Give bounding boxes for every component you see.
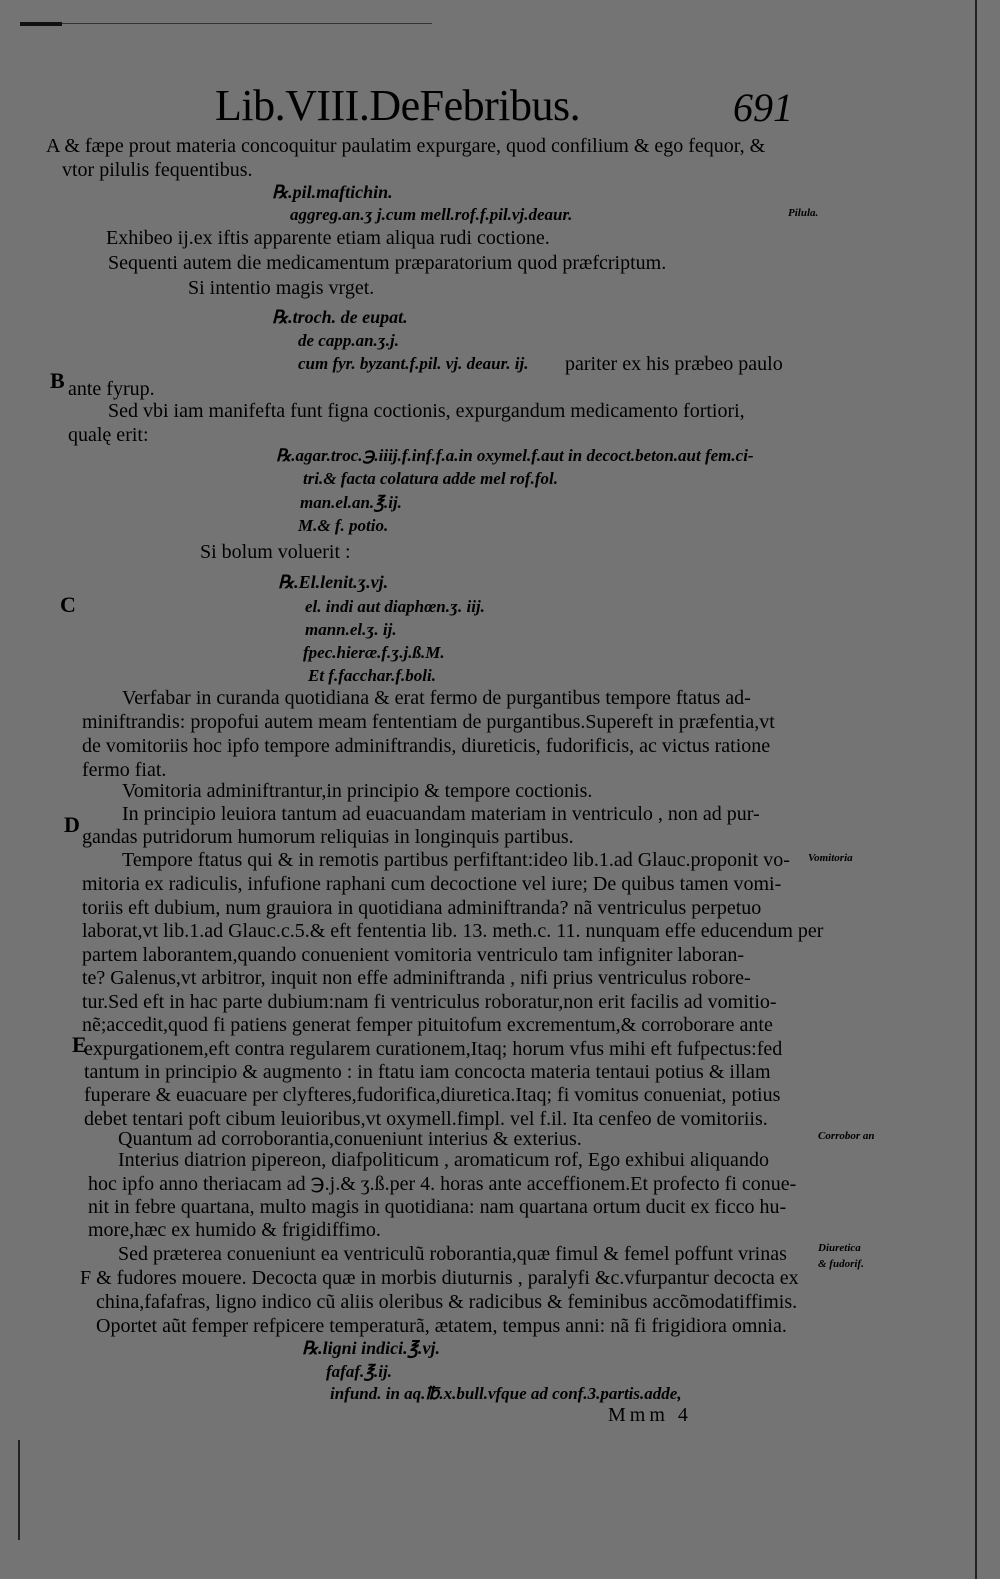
- text-line: In principio leuiora tantum ad euacuandam materiam in ventriculo , non ad pur-: [122, 803, 760, 825]
- section-marker: D: [64, 812, 80, 837]
- text-line: china,fafafras, ligno indico cũ aliis oleribus & radicibus & feminibus accõmodatiffimis.: [96, 1291, 798, 1313]
- recipe-line: Et f.facchar.f.boli.: [308, 666, 436, 685]
- text-line: debet tentari poft cibum leuioribus,vt oxymell.fimpl. vel f.il. Ita cenfeo de vomitoriis.: [84, 1108, 768, 1130]
- text-line: vtor pilulis fequentibus.: [62, 159, 253, 181]
- running-title: Lib.VIII.DeFebribus.: [215, 81, 581, 130]
- text-line: ante fyrup.: [68, 378, 155, 400]
- recipe-line: aggreg.an.ʒ j.cum mell.rof.f.pil.vj.deaur.: [290, 205, 573, 224]
- recipe-line: M.& f. potio.: [298, 516, 389, 535]
- scan-margin-line: [18, 1440, 20, 1540]
- recipe-line: ℞.troch. de eupat.: [272, 307, 408, 327]
- text-line: qualę erit:: [68, 424, 149, 446]
- page-number: 691: [733, 85, 793, 130]
- recipe-line: ℞.El.lenit.ʒ.vj.: [278, 572, 389, 592]
- recipe-line: ℞.ligni indici.℥.vj.: [302, 1338, 441, 1358]
- section-marker: C: [60, 592, 76, 617]
- section-marker: B: [50, 368, 65, 393]
- recipe-line: fpec.hieræ.f.ʒ.j.ß.M.: [303, 643, 445, 662]
- recipe-line: ℞.pil.maftichin.: [272, 182, 393, 202]
- side-note: Pilula.: [788, 207, 819, 219]
- text-line: A & fæpe prout materia concoquitur paulatim expurgare, quod confilium & ego fequor, &: [46, 135, 766, 157]
- text-line: Tempore ftatus qui & in remotis partibus perfiftant:ideo lib.1.ad Glauc.proponit vo-: [122, 849, 790, 871]
- text-line: Quantum ad corroborantia,conueniunt interius & exterius.: [118, 1128, 582, 1150]
- recipe-line: infund. in aq.℔.x.bull.vfque ad conf.3.partis.adde,: [330, 1384, 682, 1403]
- page-header: [0, 80, 1000, 140]
- text-line: mitoria ex radiculis, infufione raphani cum decoctione vel iure; De quibus tamen vomi-: [82, 873, 782, 895]
- recipe-line: de capp.an.ʒ.j.: [298, 331, 400, 350]
- text-line: Exhibeo ij.ex iftis apparente etiam aliqua rudi coctione.: [106, 227, 550, 249]
- text-line: partem laborantem,quando conuenient vomitoria ventriculo tam infigniter laboran-: [82, 944, 745, 966]
- text-line: laborat,vt lib.1.ad Glauc.c.5.& eft fententia lib. 13. meth.c. 11. nunquam effe educendum per: [82, 920, 824, 942]
- text-line: te? Galenus,vt arbitror, inquit non effe adminiftranda , nifi prius ventriculus robore-: [82, 967, 751, 989]
- text-line: Sed præterea conueniunt ea ventriculũ roborantia,quæ fimul & femel poffunt vrinas: [118, 1243, 787, 1265]
- text-line: gandas putridorum humorum reliquias in longinquis partibus.: [82, 826, 574, 848]
- text-line: F & fudores mouere. Decocta quæ in morbis diuturnis , paralyfi &c.vfurpantur decocta ex: [80, 1267, 799, 1289]
- scan-edge-line: [62, 23, 432, 24]
- text-line: tantum in principio & augmento : in ftatu iam concocta materia tentaui potius & illam: [84, 1061, 771, 1083]
- text-line: Oportet aũt femper refpicere temperaturã, ætatem, tempus anni: nã fi frigidiora omnia.: [96, 1315, 787, 1337]
- recipe-line: el. indi aut diaphœn.ʒ. iij.: [305, 597, 485, 616]
- scan-edge-mark: [20, 22, 62, 26]
- text-line: expurgationem,eft contra regularem curationem,Itaq; horum vfus mihi eft fufpectus:fed: [84, 1038, 783, 1060]
- recipe-line: mann.el.ʒ. ij.: [305, 620, 397, 639]
- recipe-line: ℞.agar.troc.℈.iiij.f.inf.f.a.in oxymel.f.aut in decoct.beton.aut fem.ci-: [276, 446, 754, 465]
- side-note: Diuretica: [818, 1242, 861, 1254]
- scan-margin-line: [975, 0, 977, 1579]
- section-marker: E: [72, 1032, 87, 1057]
- text-line: fermo fiat.: [82, 759, 167, 781]
- text-line: Si intentio magis vrget.: [188, 277, 375, 299]
- signature-mark: Mmm 4: [608, 1404, 692, 1426]
- text-line: Vomitoria adminiftrantur,in principio & tempore coctionis.: [122, 780, 593, 802]
- text-line: miniftrandis: propofui autem meam fententiam de purgantibus.Supereft in præfentia,vt: [82, 711, 775, 733]
- text-line: Interius diatrion pipereon, diafpoliticum , aromaticum rof, Ego exhibui aliquando: [118, 1149, 769, 1171]
- side-note: & fudorif.: [818, 1258, 864, 1270]
- text-line: tur.Sed eft in hac parte dubium:nam fi ventriculus roboratur,non erit facilis ad vomitio-: [82, 991, 777, 1013]
- recipe-line: fafaf.℥.ij.: [326, 1362, 392, 1381]
- text-line: de vomitoriis hoc ipfo tempore adminiftrandis, diureticis, fudorificis, ac victus ratione: [82, 735, 771, 757]
- text-line: pariter ex his præbeo paulo: [565, 353, 783, 375]
- text-line: nit in febre quartana, multo magis in quotidiana: nam quartana ortum ducit ex ficco hu-: [88, 1196, 787, 1218]
- text-line: Si bolum voluerit :: [200, 541, 351, 563]
- text-line: hoc ipfo anno theriacam ad ℈.j.& ʒ.ß.per 4. horas ante acceffionem.Et profecto fi conue-: [88, 1173, 797, 1195]
- text-line: toriis eft dubium, num grauiora in quotidiana adminiftranda? nã ventriculus perpetuo: [82, 897, 762, 919]
- text-line: more,hæc ex humido & frigidiffimo.: [88, 1219, 381, 1241]
- recipe-line: tri.& facta colatura adde mel rof.fol.: [303, 469, 558, 488]
- side-note: Vomitoria: [808, 852, 853, 864]
- text-line: Sequenti autem die medicamentum præparatorium quod præfcriptum.: [108, 252, 667, 274]
- text-line: Verfabar in curanda quotidiana & erat fermo de purgantibus tempore ftatus ad-: [122, 687, 751, 709]
- text-line: nẽ;accedit,quod fi patiens generat femper pituitofum excrementum,& corroborare ante: [82, 1014, 773, 1036]
- side-note: Corrobor an: [818, 1130, 875, 1142]
- recipe-line: man.el.an.℥.ij.: [300, 493, 402, 512]
- recipe-line: cum fyr. byzant.f.pil. vj. deaur. ij.: [298, 354, 529, 373]
- text-line: fuperare & euacuare per clyfteres,fudorifica,diuretica.Itaq; fi vomitus conueniat, potius: [84, 1084, 781, 1106]
- text-line: Sed vbi iam manifefta funt figna coctionis, expurgandum medicamento fortiori,: [108, 400, 745, 422]
